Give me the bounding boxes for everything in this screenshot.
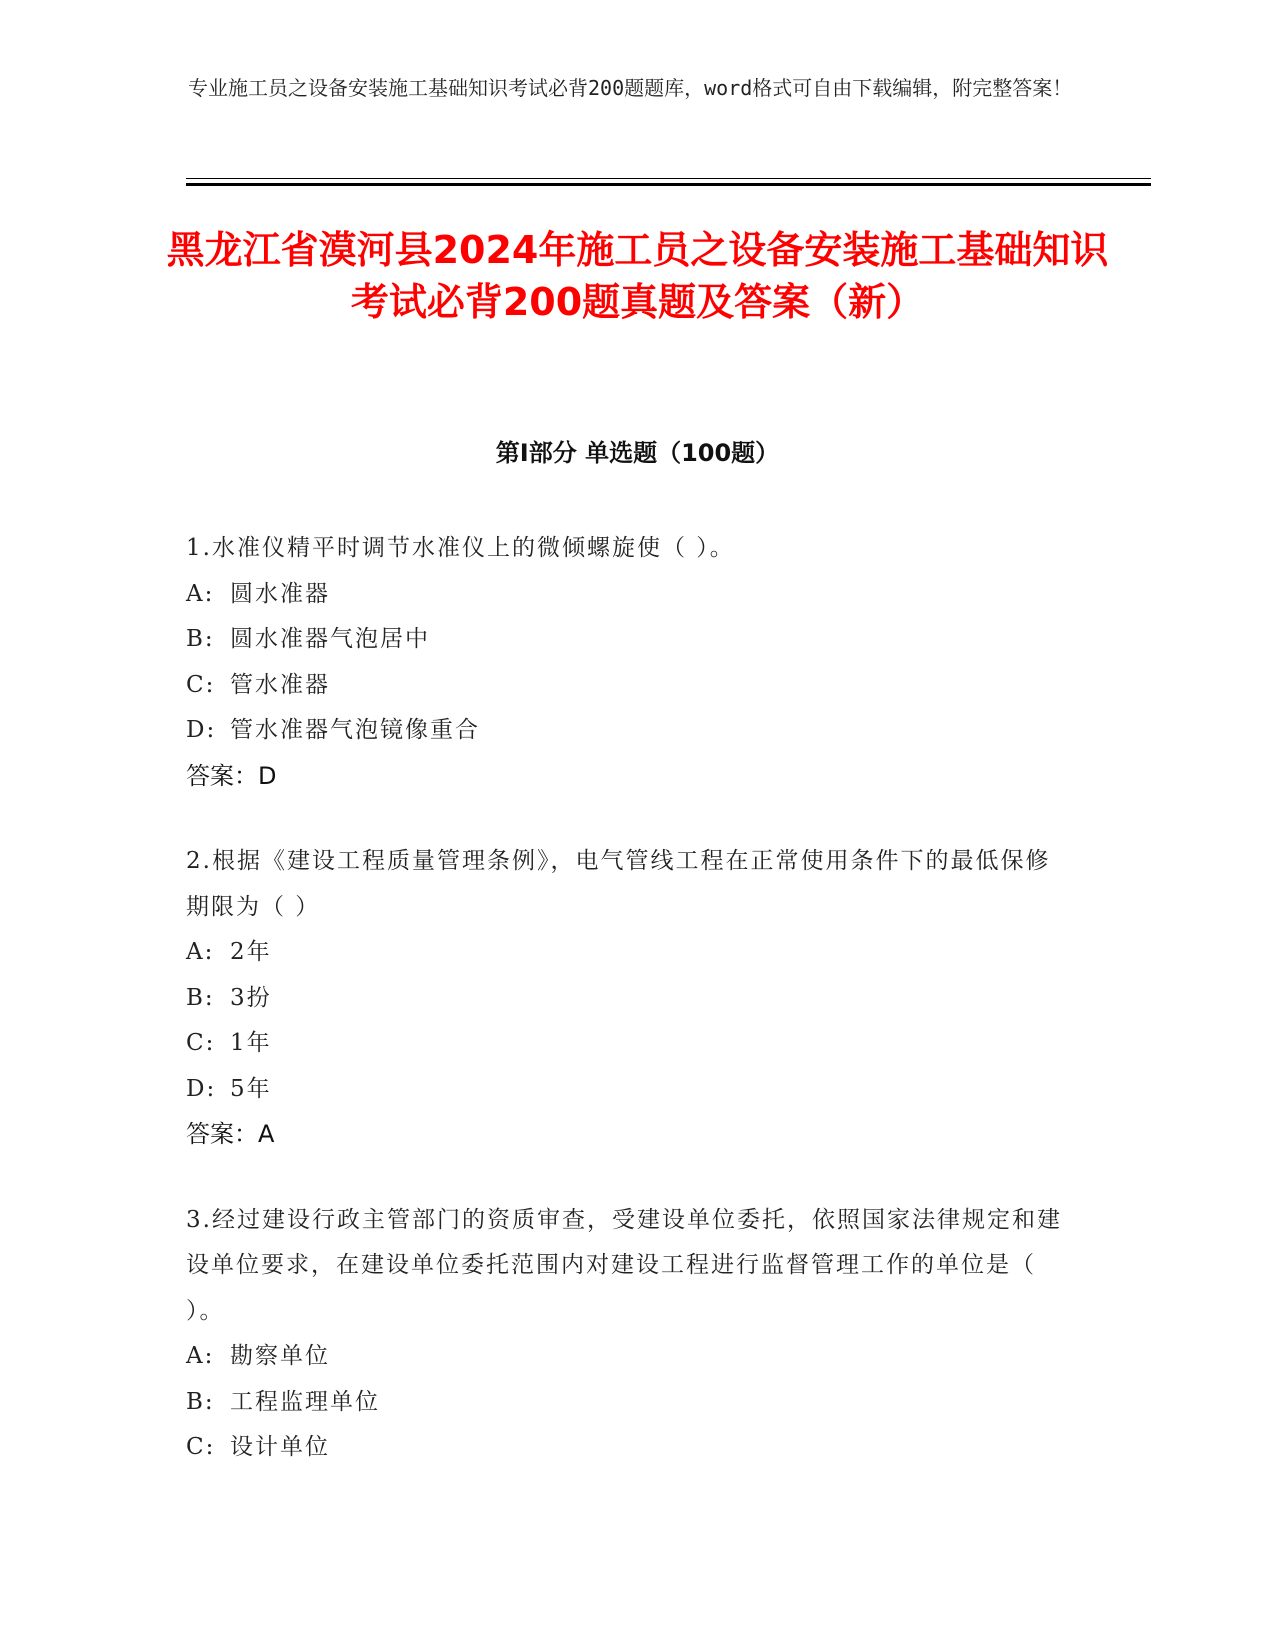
header-rule-thick [186,183,1151,186]
answer-option [186,1380,1066,1426]
answer-prefix: 答案： [186,761,258,790]
answer-value: A [258,1120,275,1148]
answer-prefix: 答案： [186,1120,258,1148]
option-label: C: [186,1434,216,1460]
option-text: 管水准器气泡镜像重合 [230,717,480,743]
option-text: 1年 [230,1030,272,1056]
answer-option [186,1334,1066,1380]
option-text: 管水准器 [230,671,330,698]
option-text: 5年 [230,1075,272,1102]
question-stem: 1.水准仪精平时调节水准仪上的微倾螺旋使（ ）。 [186,535,735,561]
option-text: 圆水准器 [230,580,330,607]
option-label: D: [186,717,217,743]
option-label: D: [186,1075,217,1102]
question-item [186,1198,1066,1471]
question-list [186,526,1066,1511]
option-label: A: [186,939,215,965]
section-title: 第I部分 单选题（100题） [495,439,780,467]
option-label: B: [186,1388,215,1415]
answer-line [186,1112,1066,1158]
option-text: 工程监理单位 [230,1388,380,1415]
option-text: 勘察单位 [230,1343,330,1369]
question-stem: 3.经过建设行政主管部门的资质审查，受建设单位委托，依照国家法律规定和建设单位要求，在建设单位委托范围内对建设工程进行监督管理工作的单位是（ ）。 [186,1206,1062,1324]
option-label: B: [186,626,215,652]
option-label: B: [186,984,215,1011]
answer-option [186,617,1066,663]
option-text: 设计单位 [230,1434,330,1460]
option-text: 圆水准器气泡居中 [230,626,430,652]
question-stem: 2.根据《建设工程质量管理条例》，电气管线工程在正常使用条件下的最低保修期限为（ ） [186,848,1051,920]
answer-line [186,754,1066,800]
header-note: 专业施工员之设备安装施工基础知识考试必背200题题库，word格式可自由下载编辑，附完整答案！ [188,76,1073,100]
option-text: 3扮 [230,984,272,1011]
option-text: 2年 [230,939,272,965]
header-rule-thin [186,178,1151,179]
question-item [186,839,1066,1158]
answer-option [186,976,1066,1022]
answer-option [186,1021,1066,1067]
answer-option [186,1067,1066,1113]
answer-option [186,1425,1066,1471]
answer-option [186,708,1066,754]
question-item [186,526,1066,799]
answer-option [186,572,1066,618]
option-label: C: [186,1030,216,1056]
option-label: A: [186,580,215,607]
answer-option [186,663,1066,709]
option-label: C: [186,671,216,698]
document-title: 黑龙江省漠河县2024年施工员之设备安装施工基础知识考试必背200题真题及答案（新） [166,228,1109,324]
option-label: A: [186,1343,215,1369]
answer-value: D [258,761,277,790]
answer-option [186,930,1066,976]
